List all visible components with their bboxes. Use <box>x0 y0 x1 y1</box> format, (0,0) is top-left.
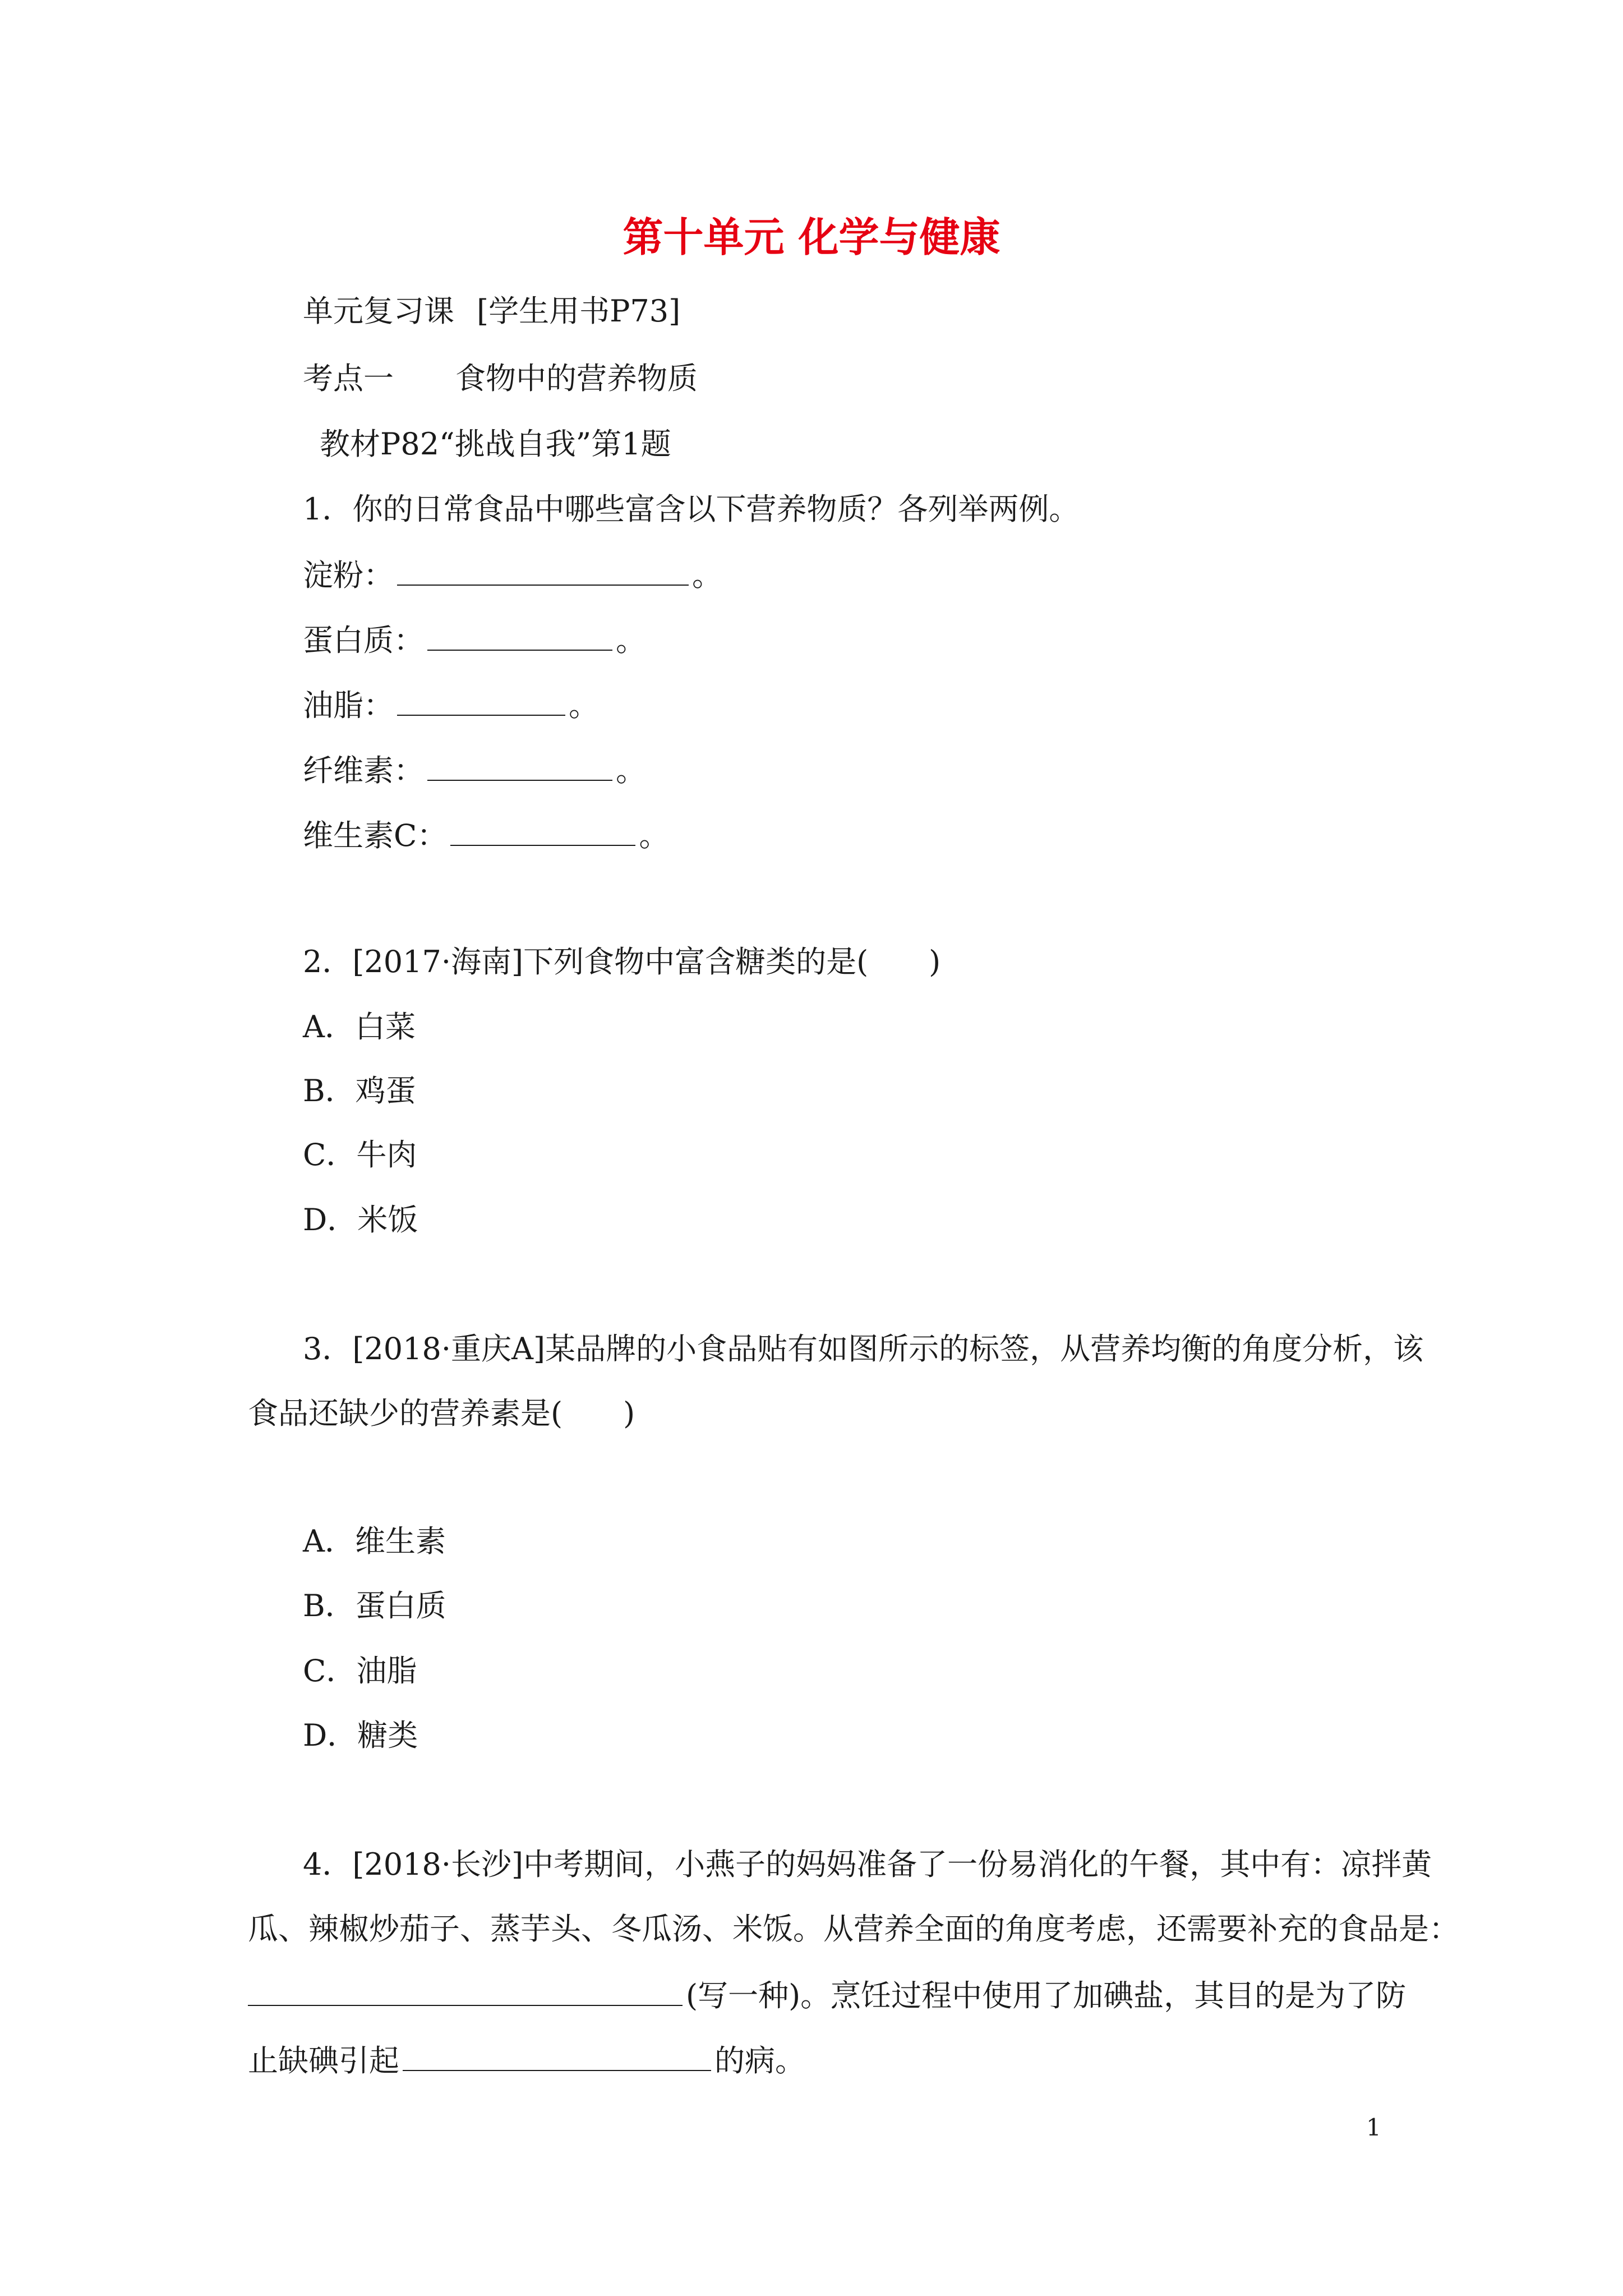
q1-item-label: 油脂： <box>303 688 394 723</box>
q1-item-fat: 油脂： 。 <box>303 684 599 725</box>
answer-blank[interactable] <box>397 554 689 586</box>
q2-option-b: B．鸡蛋 <box>303 1073 416 1108</box>
q1-item-label: 淀粉： <box>303 558 394 593</box>
document-title: 第十单元 化学与健康 <box>623 213 1000 261</box>
lesson-header <box>303 292 680 331</box>
section-header <box>303 359 698 398</box>
q2-option-d: D．米饭 <box>303 1202 418 1237</box>
lesson-label: 单元复习课 <box>303 293 454 329</box>
q1-item-label: 蛋白质： <box>303 623 424 658</box>
page-number: 1 <box>1366 2114 1381 2141</box>
q3-option-a: A．维生素 <box>303 1524 446 1559</box>
answer-blank[interactable] <box>397 684 565 716</box>
q2-stem: 2．[2017·海南]下列食物中富含糖类的是( ) <box>303 944 941 979</box>
q3-option-c: C．油脂 <box>303 1653 417 1688</box>
q1-item-label: 纤维素： <box>303 753 424 788</box>
q1-item-starch: 淀粉： 。 <box>303 554 722 595</box>
q3-stem-line1: 3．[2018·重庆A]某品牌的小食品贴有如图所示的标签，从营养均衡的角度分析，该 <box>303 1331 1424 1366</box>
q4-line1: 4．[2018·长沙]中考期间，小燕子的妈妈准备了一份易消化的午餐，其中有：凉拌黄 <box>303 1847 1432 1882</box>
answer-blank[interactable] <box>248 1975 683 2006</box>
book-reference: [学生用书P73] <box>477 293 681 329</box>
section-label: 考点一 <box>303 361 394 396</box>
q2-option-a: A．白菜 <box>303 1009 416 1045</box>
answer-blank[interactable] <box>427 749 612 781</box>
q2-option-c: C．牛肉 <box>303 1137 417 1172</box>
q3-option-d: D．糖类 <box>303 1718 418 1753</box>
textbook-reference: 教材P82“挑战自我”第1题 <box>320 426 671 462</box>
answer-blank[interactable] <box>403 2040 711 2071</box>
q4-line2: 瓜、辣椒炒茄子、蒸芋头、冬瓜汤、米饭。从营养全面的角度考虑，还需要补充的食品是： <box>248 1911 1459 1947</box>
q1-item-cellulose: 纤维素： 。 <box>303 749 646 790</box>
q3-stem-line2: 食品还缺少的营养素是( ) <box>248 1396 635 1431</box>
answer-blank[interactable] <box>450 815 635 846</box>
q1-stem: 1．你的日常食品中哪些富含以下营养物质？各列举两例。 <box>303 491 1080 527</box>
answer-blank[interactable] <box>427 619 612 651</box>
q1-item-vitamin-c: 维生素C： 。 <box>303 815 669 855</box>
q4-line4: 止缺碘引起 的病。 <box>248 2040 805 2081</box>
section-name: 食物中的营养物质 <box>455 361 698 396</box>
q1-item-protein: 蛋白质： 。 <box>303 619 646 660</box>
q1-item-label: 维生素C： <box>303 818 448 853</box>
q3-option-b: B．蛋白质 <box>303 1588 446 1623</box>
q4-line3: (写一种)。烹饪过程中使用了加碘盐，其目的是为了防 <box>248 1975 1406 2016</box>
